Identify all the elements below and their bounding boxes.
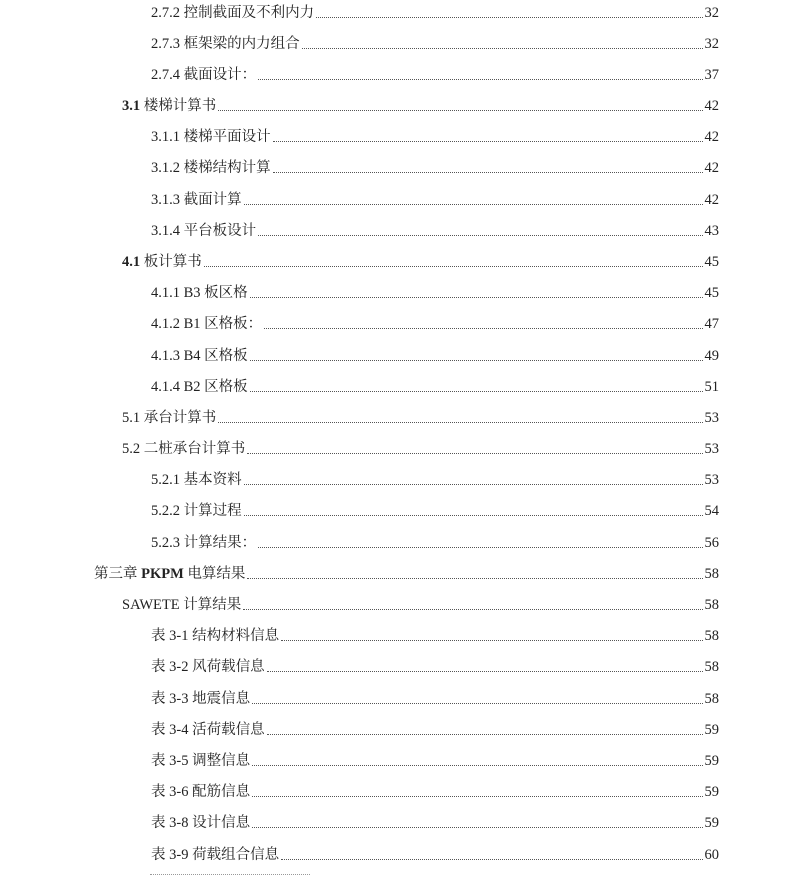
toc-entry[interactable] — [151, 530, 719, 552]
toc-entry[interactable] — [151, 155, 719, 177]
toc-entry[interactable] — [122, 405, 719, 427]
toc-page-number: 32 — [704, 5, 719, 21]
toc-entry-label: 4.1 板计算书 — [122, 254, 202, 270]
leader-dots — [281, 859, 702, 860]
toc-entry[interactable] — [151, 218, 719, 240]
toc-entry-label: 表 3-2 风荷载信息 — [151, 659, 265, 675]
toc-page-number: 53 — [704, 410, 719, 426]
toc-entry[interactable] — [151, 686, 719, 708]
toc-entry[interactable] — [122, 436, 719, 458]
leader-dots — [252, 703, 702, 704]
toc-page-number: 37 — [704, 67, 719, 83]
toc-page-number: 49 — [704, 348, 719, 364]
toc-entry[interactable] — [151, 810, 719, 832]
toc-entry-label: 第三章 PKPM 电算结果 — [94, 566, 246, 582]
leader-dots — [316, 17, 702, 18]
toc-entry[interactable] — [151, 467, 719, 489]
leader-dots — [264, 328, 702, 329]
toc-page-number: 42 — [704, 192, 719, 208]
toc-page-number: 59 — [704, 784, 719, 800]
toc-page-number: 53 — [704, 441, 719, 457]
toc-page-number: 32 — [704, 36, 719, 52]
toc-entry-label: 表 3-1 结构材料信息 — [151, 628, 280, 644]
toc-page-number: 59 — [704, 722, 719, 738]
toc-entry-label: 5.1 承台计算书 — [122, 410, 217, 426]
toc-entry[interactable] — [151, 779, 719, 801]
leader-dots — [258, 235, 702, 236]
toc-entry[interactable] — [151, 280, 719, 302]
leader-dots — [218, 110, 702, 111]
toc-page-number: 59 — [704, 753, 719, 769]
toc-entry-label: 2.7.4 截面设计： — [151, 67, 257, 83]
toc-page-number: 54 — [704, 503, 719, 519]
leader-dots — [258, 547, 702, 548]
toc-entry-label: 表 3-6 配筋信息 — [151, 784, 251, 800]
toc-entry[interactable] — [122, 249, 719, 271]
toc-entry-label: 5.2.2 计算过程 — [151, 503, 242, 519]
toc-entry-label: 表 3-5 调整信息 — [151, 753, 251, 769]
toc-entry[interactable] — [151, 842, 719, 864]
toc-entry-label: 2.7.2 控制截面及不利内力 — [151, 5, 315, 21]
toc-page-number: 42 — [704, 160, 719, 176]
toc-entry-label: SAWETE 计算结果 — [122, 597, 242, 613]
toc-entry[interactable] — [151, 62, 719, 84]
toc-entry-label: 2.7.3 框架梁的内力组合 — [151, 36, 300, 52]
toc-entry-label: 3.1.3 截面计算 — [151, 192, 242, 208]
toc-entry[interactable] — [151, 31, 719, 53]
toc-entry[interactable] — [151, 0, 719, 22]
toc-entry[interactable] — [151, 748, 719, 770]
toc-entry-label: 5.2.3 计算结果： — [151, 535, 257, 551]
toc-page-number: 58 — [704, 597, 719, 613]
toc-page-number: 45 — [704, 285, 719, 301]
toc-entry[interactable] — [122, 592, 719, 614]
toc-entry[interactable] — [151, 124, 719, 146]
leader-dots — [252, 796, 702, 797]
toc-entry-chapter[interactable] — [94, 561, 719, 583]
toc-entry-label: 3.1.1 楼梯平面设计 — [151, 129, 271, 145]
toc-page-number: 60 — [704, 847, 719, 863]
leader-dots — [250, 297, 703, 298]
toc-entry-label: 3.1.4 平台板设计 — [151, 223, 257, 239]
toc-entry-label: 4.1.2 B1 区格板： — [151, 316, 263, 332]
toc-entry-label: 4.1.4 B2 区格板 — [151, 379, 248, 395]
leader-dots — [250, 360, 703, 361]
toc-page-number: 42 — [704, 129, 719, 145]
toc-entry-label: 5.2.1 基本资料 — [151, 472, 242, 488]
leader-dots — [273, 141, 703, 142]
toc-entry-label: 4.1.3 B4 区格板 — [151, 348, 248, 364]
leader-dots — [250, 391, 703, 392]
leader-dots — [244, 484, 703, 485]
toc-page-number: 51 — [704, 379, 719, 395]
leader-dots — [244, 204, 703, 205]
leader-dots — [247, 453, 702, 454]
leader-dots — [281, 640, 702, 641]
leader-dots — [244, 515, 703, 516]
toc-entry-label: 表 3-3 地震信息 — [151, 691, 251, 707]
toc-page-number: 47 — [704, 316, 719, 332]
toc-page-number: 58 — [704, 659, 719, 675]
toc-entry[interactable] — [151, 623, 719, 645]
toc-page-number: 56 — [704, 535, 719, 551]
toc-entry[interactable] — [151, 311, 719, 333]
toc-entry-label: 表 3-4 活荷载信息 — [151, 722, 265, 738]
toc-page-number: 58 — [704, 628, 719, 644]
leader-dots — [302, 48, 703, 49]
leader-dots — [252, 765, 702, 766]
toc-page-number: 45 — [704, 254, 719, 270]
toc-entry[interactable] — [151, 717, 719, 739]
toc-entry[interactable] — [151, 654, 719, 676]
toc-page-number: 53 — [704, 472, 719, 488]
leader-dots — [243, 609, 702, 610]
toc-entry-label: 3.1.2 楼梯结构计算 — [151, 160, 271, 176]
toc-entry-label: 5.2 二桩承台计算书 — [122, 441, 246, 457]
leader-dots — [247, 578, 702, 579]
toc-entry-label: 3.1 楼梯计算书 — [122, 98, 217, 114]
toc-entry[interactable] — [151, 498, 719, 520]
toc-entry-label: 4.1.1 B3 板区格 — [151, 285, 248, 301]
toc-page-number: 42 — [704, 98, 719, 114]
toc-entry-label: 表 3-9 荷载组合信息 — [151, 847, 280, 863]
toc-page-number: 58 — [704, 691, 719, 707]
leader-dots — [267, 734, 703, 735]
cropped-next-entry — [150, 872, 310, 879]
leader-dots — [258, 79, 702, 80]
toc-entry[interactable] — [151, 187, 719, 209]
leader-dots — [273, 172, 703, 173]
leader-dots — [267, 671, 703, 672]
toc-entry[interactable] — [122, 93, 719, 115]
leader-dots — [252, 827, 702, 828]
toc-entry[interactable] — [151, 343, 719, 365]
toc-page-number: 43 — [704, 223, 719, 239]
toc-entry-label: 表 3-8 设计信息 — [151, 815, 251, 831]
toc-page-number: 58 — [704, 566, 719, 582]
leader-dots — [218, 422, 702, 423]
toc-entry[interactable] — [151, 374, 719, 396]
leader-dots — [204, 266, 703, 267]
toc-page-number: 59 — [704, 815, 719, 831]
